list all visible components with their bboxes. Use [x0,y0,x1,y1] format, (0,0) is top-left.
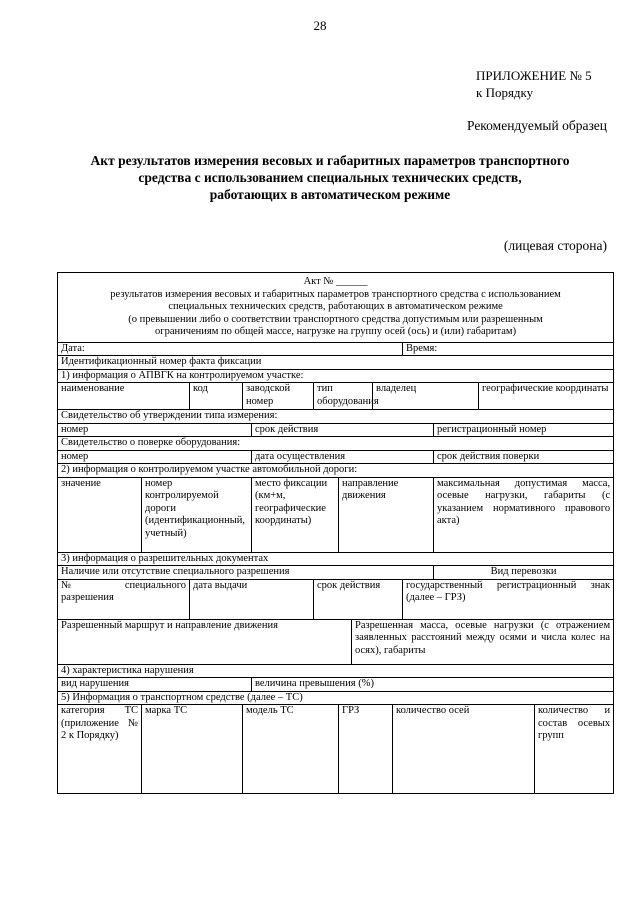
registration-number-cell[interactable]: регистрационный номер [434,423,614,437]
act-description: специальных технических средств, работающих в автоматическом режиме [168,301,503,312]
route-row [58,619,614,664]
section-5-row [58,691,614,705]
type-cert-fields-row [58,423,614,437]
owner-cell[interactable]: владелец [373,383,479,410]
plate-cell[interactable]: ГРЗ [339,705,393,794]
serial-number-cell[interactable]: заводской номер [243,383,314,410]
title-line: Акт результатов измерения весовых и габаритных параметров транспортного [90,153,570,168]
section-1-row [58,369,614,383]
date-field[interactable]: Дата: [58,342,403,356]
permit-number-cell[interactable]: № специального разрешения [58,579,190,619]
vehicle-brand-cell[interactable]: марка ТС [142,705,243,794]
axle-groups-cell[interactable]: количество и состав осевых групп [535,705,614,794]
name-cell[interactable]: наименование [58,383,190,410]
verif-date-cell[interactable]: дата осуществления [252,450,434,464]
page-number: 28 [313,18,327,33]
section-2-row [58,464,614,478]
permit-row [58,566,614,580]
section-3-columns-row [58,579,614,619]
code-cell[interactable]: код [190,383,243,410]
transport-type-cell[interactable]: Вид перевозки [434,566,614,580]
title-line: средства с использованием специальных технических средств, [138,170,522,185]
time-field[interactable]: Время: [403,342,614,356]
verif-validity-cell[interactable]: срок действия поверки [434,450,614,464]
section-4-heading: 4) характеристика нарушения [58,664,614,678]
allowed-params-cell[interactable]: Разрешенная масса, осевые нагрузки (с отражением заявленных расстояний между осями и числа колес на осях), габариты [352,619,614,664]
value-cell[interactable]: значение [58,477,142,552]
act-form-table [57,272,614,794]
section-2-heading: 2) информация о контролируемом участке автомобильной дороги: [58,464,614,478]
act-header-cell [58,273,614,343]
act-description: результатов измерения весовых и габаритных параметров транспортного средства с использованием [110,288,561,300]
violation-row [58,678,614,692]
verif-cert-fields-row [58,450,614,464]
type-cert-validity-cell[interactable]: срок действия [252,423,434,437]
verif-cert-row [58,437,614,451]
verif-cert-number-cell[interactable]: номер [58,450,252,464]
road-number-cell[interactable]: номер контролируемой дороги (идентификационный, учетный) [142,477,252,552]
section-5-heading: 5) Информация о транспортном средстве (далее – ТС) [58,691,614,705]
fixation-id-row [58,356,614,370]
route-cell[interactable]: Разрешенный маршрут и направление движения [58,619,352,664]
appendix-header [476,67,592,101]
act-header-row [58,273,614,343]
direction-cell[interactable]: направление движения [339,477,434,552]
act-description: (о превышении либо о соответствии транспортного средства допустимым или разрешенным [128,313,543,325]
section-1-heading: 1) информация о АПВГК на контролируемом участке: [58,369,614,383]
vehicle-category-cell[interactable]: категория ТС (приложение № 2 к Порядку) [58,705,142,794]
verif-cert-heading: Свидетельство о поверке оборудования: [58,437,614,451]
section-1-columns-row [58,383,614,410]
act-description: ограничениям по общей массе, нагрузке на группу осей (ось) и (или) габаритам) [155,326,517,337]
act-number-label: Акт № ______ [303,276,368,287]
violation-type-cell[interactable]: вид нарушения [58,678,252,692]
vehicle-model-cell[interactable]: модель ТС [243,705,339,794]
appendix-title: ПРИЛОЖЕНИЕ № 5 [476,68,592,83]
section-5-columns-row [58,705,614,794]
fixation-place-cell[interactable]: место фиксации (км+м, географические координаты) [252,477,339,552]
title-line: работающих в автоматическом режиме [209,187,451,202]
max-allowed-cell[interactable]: максимальная допустимая масса, осевые нагрузки, габариты (с указанием нормативного правового акта) [434,477,614,552]
side-note: (лицевая сторона) [503,238,607,253]
fixation-id-field[interactable]: Идентификационный номер факта фиксации [58,356,614,370]
type-cert-row [58,410,614,424]
issue-date-cell[interactable]: дата выдачи [190,579,314,619]
axle-count-cell[interactable]: количество осей [393,705,535,794]
section-2-columns-row [58,477,614,552]
date-time-row [58,342,614,356]
coordinates-cell[interactable]: географические координаты [479,383,614,410]
excess-value-cell[interactable]: величина превышения (%) [252,678,614,692]
section-3-heading: 3) информация о разрешительных документах [58,552,614,566]
permit-validity-cell[interactable]: срок действия [314,579,403,619]
type-cert-number-cell[interactable]: номер [58,423,252,437]
equipment-type-cell[interactable]: тип оборудования [314,383,373,410]
section-3-row [58,552,614,566]
section-4-row [58,664,614,678]
registration-plate-cell[interactable]: государственный регистрационный знак (далее – ГРЗ) [403,579,614,619]
permit-presence-cell[interactable]: Наличие или отсутствие специального разрешения [58,566,434,580]
appendix-subtitle: к Порядку [476,85,534,100]
recommended-sample-label: Рекомендуемый образец [466,118,607,133]
document-title [40,152,620,203]
type-cert-heading: Свидетельство об утверждении типа измерения: [58,410,614,424]
